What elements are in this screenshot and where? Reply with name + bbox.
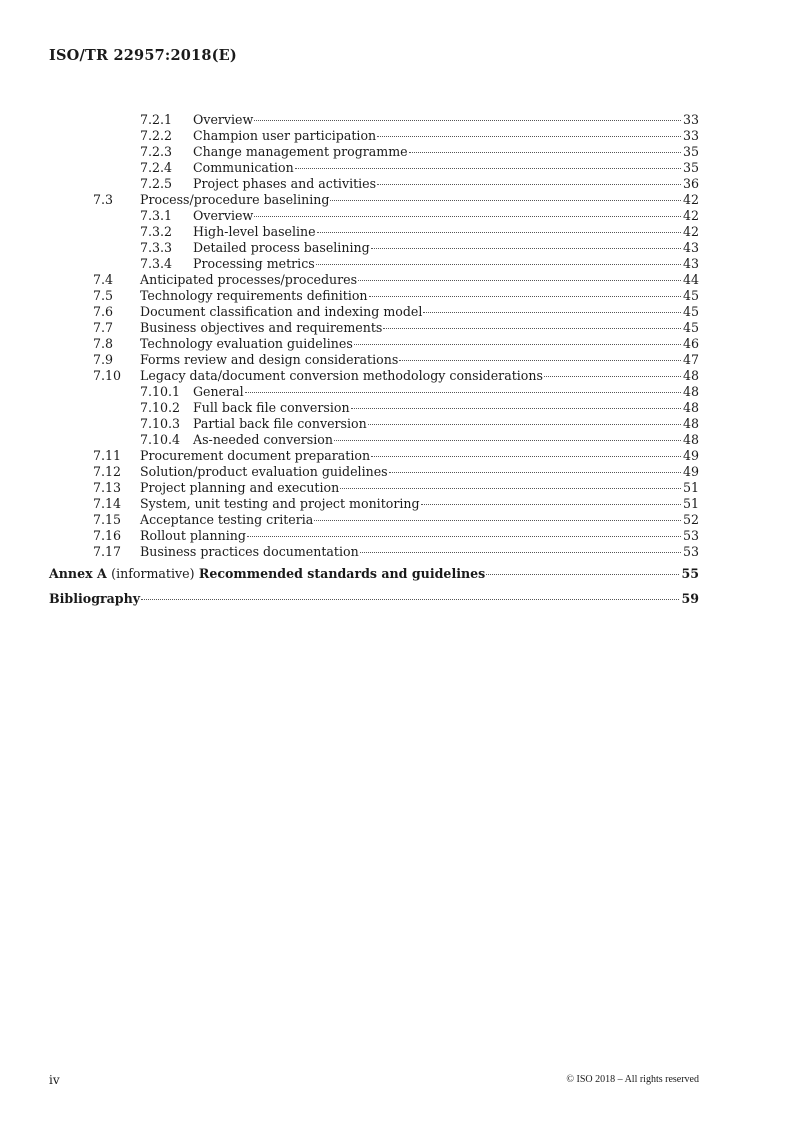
toc-entry[interactable]	[49, 528, 699, 544]
toc-entry-page-number: 52	[682, 512, 699, 527]
toc-entry-title: Project planning and execution	[140, 480, 340, 495]
toc-entry[interactable]	[49, 160, 699, 176]
toc-entry[interactable]	[49, 512, 699, 528]
toc-entry-page-number: 48	[682, 400, 699, 415]
toc-entry-number: 7.2.3	[140, 144, 173, 159]
toc-entry-page-number: 33	[682, 112, 699, 127]
toc-entry-number: 7.3.2	[140, 224, 173, 239]
dot-leader	[317, 232, 681, 233]
toc-entry[interactable]	[49, 384, 699, 400]
dot-leader	[371, 248, 681, 249]
toc-entry-title: Business practices documentation	[140, 544, 359, 559]
toc-entry-title: Acceptance testing criteria	[140, 512, 314, 527]
toc-entry[interactable]	[49, 416, 699, 432]
toc-entry-page-number: 45	[682, 304, 699, 319]
toc-entry[interactable]	[49, 368, 699, 384]
dot-leader	[389, 472, 681, 473]
toc-entry-page-number: 48	[682, 368, 699, 383]
toc-entry-number: 7.7	[93, 320, 114, 335]
dot-leader	[354, 344, 681, 345]
toc-entry-title: High-level baseline	[193, 224, 316, 239]
dot-leader	[360, 552, 681, 553]
toc-entry-number: 7.4	[93, 272, 114, 287]
document-id-header: ISO/TR 22957:2018(E)	[49, 47, 237, 64]
toc-entry-title: Anticipated processes/procedures	[140, 272, 358, 287]
toc-entry-number: 7.11	[93, 448, 122, 463]
toc-entry[interactable]	[49, 256, 699, 272]
annex-label: Annex A	[49, 566, 107, 581]
toc-entry-number: 7.2.1	[140, 112, 173, 127]
toc-entry-number: 7.10	[93, 368, 122, 383]
toc-entry-page-number: 44	[682, 272, 699, 287]
toc-entry[interactable]	[49, 464, 699, 480]
toc-entry-annex-a[interactable]	[49, 565, 699, 582]
toc-entry-page-number: 51	[682, 480, 699, 495]
dot-leader	[254, 120, 681, 121]
toc-entry-number: 7.16	[93, 528, 122, 543]
toc-entry-page-number: 35	[682, 160, 699, 175]
toc-entry[interactable]	[49, 224, 699, 240]
dot-leader	[369, 296, 681, 297]
dot-leader	[368, 424, 681, 425]
dot-leader	[295, 168, 681, 169]
toc-entry-number: 7.10.2	[140, 400, 181, 415]
dot-leader	[358, 280, 681, 281]
toc-entry-page-number: 45	[682, 288, 699, 303]
toc-entry-page-number: 49	[682, 464, 699, 479]
toc-entry-number: 7.3.1	[140, 208, 173, 223]
toc-entry[interactable]	[49, 320, 699, 336]
dot-leader	[247, 536, 681, 537]
toc-entry-number: 7.2.5	[140, 176, 173, 191]
toc-entry[interactable]	[49, 288, 699, 304]
toc-entry-number: 7.6	[93, 304, 114, 319]
dot-leader	[371, 456, 681, 457]
toc-entry-title: Document classification and indexing model	[140, 304, 423, 319]
toc-entry-title: Full back file conversion	[193, 400, 350, 415]
toc-entry-number: 7.8	[93, 336, 114, 351]
toc-entry[interactable]	[49, 400, 699, 416]
toc-entry-page-number: 42	[682, 192, 699, 207]
toc-entry-page-number: 48	[682, 432, 699, 447]
dot-leader	[544, 376, 681, 377]
toc-entry-number: 7.13	[93, 480, 122, 495]
toc-entry-number: 7.3.4	[140, 256, 173, 271]
toc-entry-title: Solution/product evaluation guidelines	[140, 464, 388, 479]
toc-entry-title: Overview	[193, 112, 254, 127]
toc-entry-page-number: 53	[682, 544, 699, 559]
dot-leader	[409, 152, 681, 153]
toc-entry-page-number: 43	[682, 240, 699, 255]
toc-entry-title: Project phases and activities	[193, 176, 377, 191]
dot-leader	[377, 184, 681, 185]
toc-entry[interactable]	[49, 192, 699, 208]
dot-leader	[314, 520, 681, 521]
annex-kind: (informative)	[111, 566, 195, 581]
toc-entry[interactable]	[49, 272, 699, 288]
toc-entry-title: Overview	[193, 208, 254, 223]
toc-entry-page-number: 45	[682, 320, 699, 335]
toc-entry-page-number: 47	[682, 352, 699, 367]
toc-entry-page-number: 48	[682, 416, 699, 431]
toc-entry-title: Rollout planning	[140, 528, 246, 543]
dot-leader	[245, 392, 681, 393]
annex-heading: Recommended standards and guidelines	[198, 566, 486, 581]
toc-entry-number: 7.3	[93, 192, 114, 207]
toc-entry-page-number: 36	[682, 176, 699, 191]
dot-leader	[334, 440, 681, 441]
toc-entry-page-number: 48	[682, 384, 699, 399]
toc-entry-number: 7.10.4	[140, 432, 181, 447]
toc-entry[interactable]	[49, 336, 699, 352]
toc-entry[interactable]	[49, 432, 699, 448]
toc-entry-title: System, unit testing and project monitoring	[140, 496, 420, 511]
toc-entry-page-number: 43	[682, 256, 699, 271]
dot-leader	[340, 488, 681, 489]
dot-leader	[141, 599, 679, 600]
toc-entry-title: Legacy data/document conversion methodology considerations	[140, 368, 543, 383]
toc-entry-title: Process/procedure baselining	[140, 192, 330, 207]
toc-entry-page-number: 51	[682, 496, 699, 511]
toc-entry-number: 7.10.3	[140, 416, 181, 431]
toc-entry[interactable]	[49, 240, 699, 256]
annex-title	[49, 565, 485, 582]
toc-entry-title: Detailed process baselining	[193, 240, 370, 255]
toc-entry-page-number: 33	[682, 128, 699, 143]
toc-entry-title: Business objectives and requirements	[140, 320, 383, 335]
toc-entry-page-number: 46	[682, 336, 699, 351]
toc-entry-title: Processing metrics	[193, 256, 315, 271]
toc-entry[interactable]	[49, 112, 699, 128]
toc-entry-title: Procurement document preparation	[140, 448, 371, 463]
toc-entry[interactable]	[49, 448, 699, 464]
toc-entry-page-number: 53	[682, 528, 699, 543]
bibliography-page-number: 59	[681, 591, 699, 606]
copyright-notice: © ISO 2018 – All rights reserved	[566, 1074, 699, 1085]
dot-leader	[377, 136, 681, 137]
toc-entry-number: 7.5	[93, 288, 114, 303]
toc-entry-number: 7.2.2	[140, 128, 173, 143]
toc-entry-title: As-needed conversion	[193, 432, 333, 447]
annex-page-number: 55	[681, 566, 699, 581]
toc-entry[interactable]	[49, 544, 699, 560]
dot-leader	[383, 328, 681, 329]
dot-leader	[399, 360, 681, 361]
toc-entry-page-number: 49	[682, 448, 699, 463]
dot-leader	[421, 504, 681, 505]
toc-entry[interactable]	[49, 208, 699, 224]
toc-entry-page-number: 42	[682, 208, 699, 223]
toc-entry-page-number: 35	[682, 144, 699, 159]
toc-entry[interactable]	[49, 352, 699, 368]
toc-entry[interactable]	[49, 496, 699, 512]
toc-entry[interactable]	[49, 128, 699, 144]
dot-leader	[351, 408, 681, 409]
toc-entry-title: Communication	[193, 160, 294, 175]
toc-entry-title: Forms review and design considerations	[140, 352, 399, 367]
toc-entry-title: General	[193, 384, 244, 399]
toc-entry[interactable]	[49, 144, 699, 160]
toc-entry-title: Partial back file conversion	[193, 416, 367, 431]
toc-entry-number: 7.9	[93, 352, 114, 367]
toc-entry-bibliography[interactable]	[49, 590, 699, 607]
toc-entry[interactable]	[49, 480, 699, 496]
toc-entry-number: 7.17	[93, 544, 122, 559]
toc-entry-number: 7.12	[93, 464, 122, 479]
bibliography-title: Bibliography	[49, 591, 141, 606]
toc-entry-number: 7.2.4	[140, 160, 173, 175]
toc-entry-title: Technology requirements definition	[140, 288, 368, 303]
toc-entry-number: 7.15	[93, 512, 122, 527]
toc-entry[interactable]	[49, 176, 699, 192]
table-of-contents	[49, 112, 699, 607]
dot-leader	[423, 312, 681, 313]
toc-entry-number: 7.14	[93, 496, 122, 511]
toc-entry-title: Champion user participation	[193, 128, 377, 143]
toc-entry-title: Technology evaluation guidelines	[140, 336, 353, 351]
page-number: iv	[49, 1073, 60, 1087]
dot-leader	[486, 574, 679, 575]
toc-entry-title: Change management programme	[193, 144, 408, 159]
toc-entry-number: 7.3.3	[140, 240, 173, 255]
dot-leader	[330, 200, 681, 201]
toc-entry-number: 7.10.1	[140, 384, 181, 399]
toc-entry-page-number: 42	[682, 224, 699, 239]
toc-entry[interactable]	[49, 304, 699, 320]
dot-leader	[254, 216, 681, 217]
dot-leader	[316, 264, 681, 265]
